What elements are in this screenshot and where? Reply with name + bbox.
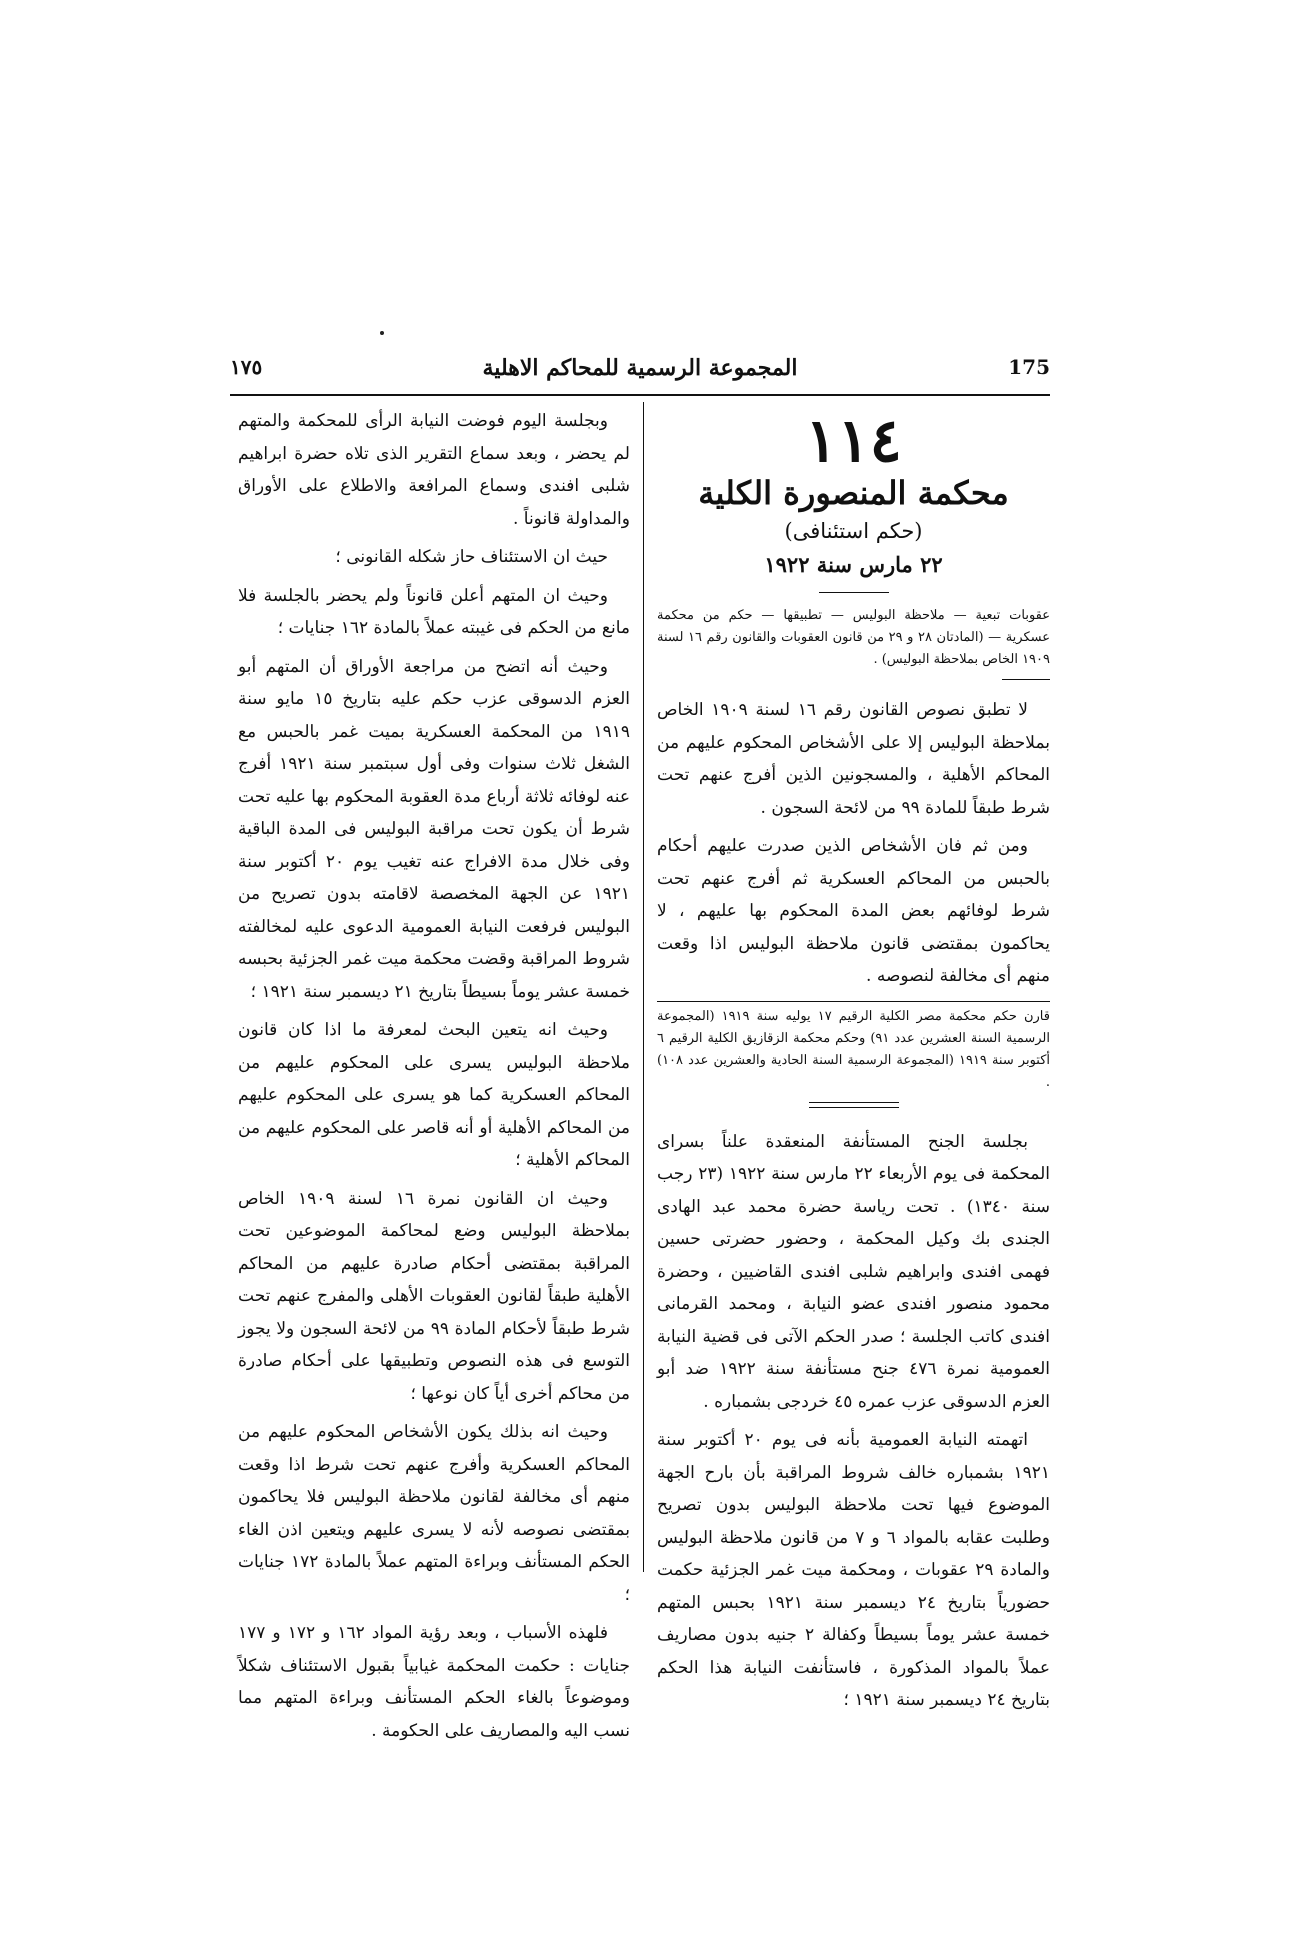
body-paragraph: اتهمته النيابة العمومية بأنه فى يوم ٢٠ أكتوبر سنة ١٩٢١ بشمباره خالف شروط المراقبة بأن بارح الجهة الموضوع فيها تحت ملاحظة البوليس بدون تصريح وطلبت عقابه بالمواد ٦ و ٧ من قانون ملاحظة البوليس والمادة ٢٩ عقوبات ، ومحكمة ميت غمر الجزئية حكمت حضورياً بتاريخ ٢٤ ديسمبر سنة ١٩٢١ بحبس المتهم خمسة عشر يوماً بسيطاً وكفالة ٢ جنيه بدون مصاريف عملاً بالمواد المذكورة ، فاستأنفت النيابة هذا الحكم بتاريخ ٢٤ ديسمبر سنة ١٩٢١ ؛ — [657, 1430, 1051, 1710]
verdict-paragraph: فلهذه الأسباب ، وبعد رؤية المواد ١٦٢ و ١٧٢ و ١٧٧ جنايات : حكمت المحكمة غيابياً بقبول الاستئناف شكلاً وموضوعاً بالغاء الحكم المستأنف وبراءة المتهم مما نسب اليه والمصاريف على الحكومة . — [238, 1623, 630, 1741]
column-divider — [643, 402, 644, 1572]
page-header — [230, 355, 1050, 395]
principle-paragraph: لا تطبق نصوص القانون رقم ١٦ لسنة ١٩٠٩ الخاص بملاحظة البوليس إلا على الأشخاص المحكوم عليهم من المحاكم الأهلية ، والمسجونين الذين أفرج عنهم تحت شرط طبقاً للمادة ٩٩ من لائحة السجون . — [657, 700, 1050, 818]
header-rule — [230, 394, 1050, 396]
judgment-date: ٢٢ مارس سنة ١٩٢٢ — [764, 552, 943, 577]
body-paragraph: وحيث ان المتهم أعلن قانوناً ولم يحضر بالجلسة فلا مانع من الحكم فى غيبته عملاً بالمادة ١٦٢ جنايات ؛ — [238, 585, 630, 638]
body-paragraph: وحيث أنه اتضح من مراجعة الأوراق أن المتهم أبو العزم الدسوقى عزب حكم عليه بتاريخ ١٥ مايو سنة ١٩١٩ من المحكمة العسكرية بميت غمر بالحبس مع الشغل ثلاث سنوات وفى أول سبتمبر سنة ١٩٢١ أفرج عنه لوفائه ثلاثة أرباع مدة العقوبة المحكوم بها عليه تحت شرط أن يكون تحت مراقبة البوليس فى المدة الباقية وفى خلال مدة الافراج عنه تغيب يوم ٢٠ أكتوبر سنة ١٩٢١ عن الجهة المخصصة لاقامته بدون تصريح من البوليس فرفعت النيابة العمومية الدعوى عليه لمخالفته شروط المراقبة وقضت محكمة ميت غمر الجزئية بحبسه خمسة عشر يوماً بسيطاً بتاريخ ٢١ ديسمبر سنة ١٩٢١ ؛ — [238, 656, 630, 1002]
keywords-rule — [1002, 679, 1050, 680]
body-paragraph: وحيث انه يتعين البحث لمعرفة ما اذا كان قانون ملاحظة البوليس يسرى على المحكوم عليهم من المحاكم العسكرية كما هو يسرى على المحكوم عليهم من المحاكم الأهلية أو أنه قاصر على المحكوم عليهم من المحاكم الأهلية ؛ — [238, 1020, 630, 1170]
body-paragraph: بجلسة الجنح المستأنفة المنعقدة علناً بسراى المحكمة فى يوم الأربعاء ٢٢ مارس سنة ١٩٢٢ (٢٣ رجب سنة ١٣٤٠) . تحت رياسة حضرة محمد عبد الهادى الجندى بك وكيل المحكمة ، وحضور حضرتى حسين فهمى افندى وابراهيم شلبى افندى القاضيين ، وحضرة محمود منصور افندى عضو النيابة ، ومحمد القرمانى افندى كاتب الجلسة ؛ صدر الحكم الآتى فى قضية النيابة العمومية نمرة ٤٧٦ جنح مستأنفة سنة ١٩٢٢ ضد أبو العزم الدسوقى عزب عمره ٤٥ خردجى بشمباره . — [657, 1131, 1050, 1412]
body-paragraph: وحيث انه بذلك يكون الأشخاص المحكوم عليهم من المحاكم العسكرية وأفرج عنهم تحت شرط اذا وقعت منهم أى مخالفة لقانون ملاحظة البوليس فلا يحاكمون بمقتضى نصوصه لأنه لا يسرى عليهم ويتعين اذن الغاء الحكم المستأنف وبراءة المتهم عملاً بالمادة ١٧٢ جنايات ؛ — [238, 1422, 631, 1605]
body-paragraph: وبجلسة اليوم فوضت النيابة الرأى للمحكمة والمتهم لم يحضر ، وبعد سماع التقرير الذى تلاه حضرة ابراهيم شلبى افندى وسماع المرافعة والاطلاع على الأوراق والمداولة قانوناً . — [238, 411, 630, 529]
note-rule — [657, 1001, 1050, 1002]
body-paragraph: وحيث ان القانون نمرة ١٦ لسنة ١٩٠٩ الخاص بملاحظة البوليس وضع لمحاكمة الموضوعين تحت المراقبة بمقتضى أحكام صادرة عليهم من المحاكم الأهلية طبقاً لقانون العقوبات الأهلى والمفرج عنهم تحت شرط طبقاً لأحكام المادة ٩٩ من لائحة السجون ولا يجوز التوسع فى هذه النصوص وتطبيقها على أحكام صادرة من محاكم أخرى أياً كان نوعها ؛ — [238, 1188, 630, 1404]
right-column — [657, 405, 1050, 1723]
running-title: المجموعة الرسمية للمحاكم الاهلية — [482, 355, 798, 381]
title-rule — [819, 592, 889, 593]
body-paragraph: حيث ان الاستئناف حاز شكله القانونى ؛ — [335, 547, 608, 567]
judgment-type: (حكم استئنافى) — [784, 519, 923, 543]
case-number: ١١٤ — [805, 406, 902, 476]
case-keywords: عقوبات تبعية — ملاحظة البوليس — تطبيقها — حكم من محكمة عسكرية — (المادتان ٢٨ و ٢٩ من قانون العقوبات والقانون رقم ١٦ لسنة ١٩٠٩ الخاص بملاحظة البوليس) . — [657, 608, 1050, 667]
double-rule — [809, 1102, 899, 1108]
page-number-latin: 175 — [1008, 355, 1050, 379]
principle-paragraph: ومن ثم فان الأشخاص الذين صدرت عليهم أحكام بالحبس من المحاكم العسكرية ثم أفرج عنهم تحت شرط لوفائهم بعض المدة المحكوم بها عليهم ، لا يحاكمون بمقتضى قانون ملاحظة البوليس اذا وقعت منهم أى مخالفة لنصوصه . — [657, 836, 1050, 986]
left-column — [238, 405, 630, 1753]
page-number-arabic: ١٧٥ — [230, 355, 263, 379]
comparison-note: قارن حكم محكمة مصر الكلية الرقيم ١٧ يوليه سنة ١٩١٩ (المجموعة الرسمية السنة العشرين عدد ٩١) وحكم محكمة الزقازيق الكلية الرقيم ٦ أكتوبر سنة ١٩١٩ (المجموعة الرسمية السنة الحادية والعشرين عدد ١٠٨) . — [657, 1008, 1051, 1090]
court-name: محكمة المنصورة الكلية — [698, 474, 1009, 512]
ink-speck — [380, 331, 384, 335]
